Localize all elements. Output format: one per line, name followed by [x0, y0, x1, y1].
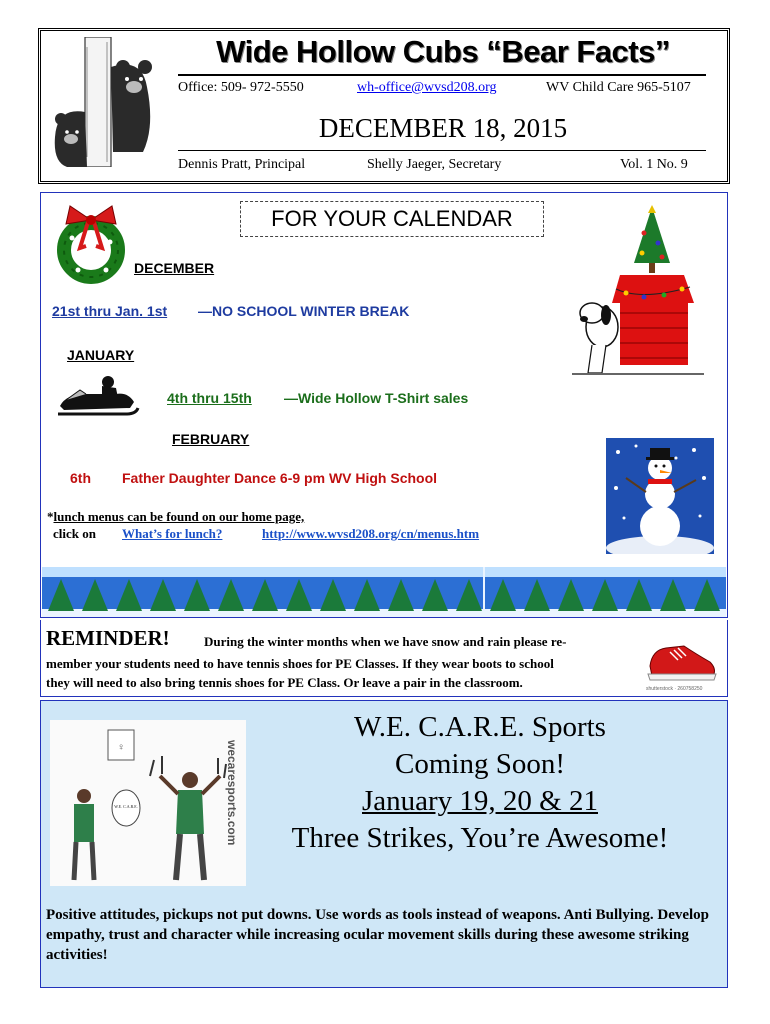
svg-text:♀: ♀ [117, 742, 125, 753]
sports-description: Positive attitudes, pickups not put downs. Use words as tools instead of weapons. Anti Bullying. Develop empathy, trust and character while increasing ocular movement skills during these awesome striking activities! [46, 907, 710, 963]
tshirt-sale-dates: 4th thru 15th [167, 390, 252, 406]
date-rule [178, 150, 706, 151]
issue-date: DECEMBER 18, 2015 [318, 113, 568, 143]
wreath-icon [52, 198, 130, 284]
winter-break-text: —NO SCHOOL WINTER BREAK [198, 303, 410, 319]
principal-name: Dennis Pratt, Principal [178, 157, 306, 172]
pine-tree-banner [42, 567, 726, 617]
calendar-title: FOR YOUR CALENDAR [240, 201, 544, 237]
reminder-line-3: they will need to also bring tennis shoes for PE Class. Or leave a pair in the classroom. [46, 675, 523, 690]
reminder-heading: REMINDER! [46, 626, 170, 650]
snowman-illustration [606, 438, 714, 554]
menu-url-link[interactable]: http://www.wvsd208.org/cn/menus.htm [262, 526, 480, 541]
sports-heading: W.E. C.A.R.E. Sports [354, 711, 606, 743]
volume-number: Vol. 1 No. 9 [620, 157, 688, 172]
january-heading: JANUARY [67, 347, 135, 363]
snowmobile-icon [56, 372, 140, 422]
tshirt-sale-text: —Wide Hollow T-Shirt sales [284, 390, 469, 406]
sports-tagline: Three Strikes, You’re Awesome! [291, 822, 669, 854]
office-phone: Office: 509- 972-5550 [178, 80, 304, 95]
bear-cubs-illustration [47, 37, 159, 167]
photo-website-text: wecaresports.com [225, 740, 239, 846]
dance-date: 6th [70, 470, 91, 486]
sports-dates: January 19, 20 & 21 [362, 785, 598, 817]
newsletter-title: Wide Hollow Cubs “Bear Facts” [216, 34, 670, 69]
photo-sign: W.E. C.A.R.E. [114, 804, 138, 809]
red-sneaker-image [644, 632, 718, 692]
shoe-caption: shutterstock · 260758250 [646, 686, 703, 692]
child-care-phone: WV Child Care 965-5107 [546, 80, 691, 95]
december-heading: DECEMBER [134, 260, 215, 276]
lunch-asterisk: * [47, 509, 54, 524]
snoopy-doghouse-illustration [572, 203, 704, 383]
dance-text: Father Daughter Dance 6-9 pm WV High School [122, 470, 438, 486]
reminder-line-1: During the winter months when we have snow and rain please re- [204, 634, 567, 649]
lunch-click-label: click on [53, 526, 96, 541]
juggling-instructors-photo [50, 720, 246, 886]
lunch-menu-text: lunch menus can be found on our home page, [53, 509, 305, 524]
lunch-menu-note [47, 509, 304, 525]
title-rule [178, 74, 706, 76]
reminder-line-2: member your students need to have tennis shoes for PE Classes. If they wear boots to school [46, 656, 554, 671]
sports-coming-soon: Coming Soon! [395, 748, 565, 780]
whats-for-lunch-link[interactable]: What’s for lunch? [122, 526, 223, 541]
office-email-link[interactable]: wh-office@wvsd208.org [357, 80, 497, 95]
february-heading: FEBRUARY [172, 431, 250, 447]
winter-break-dates: 21st thru Jan. 1st [52, 303, 168, 319]
secretary-name: Shelly Jaeger, Secretary [367, 157, 502, 172]
